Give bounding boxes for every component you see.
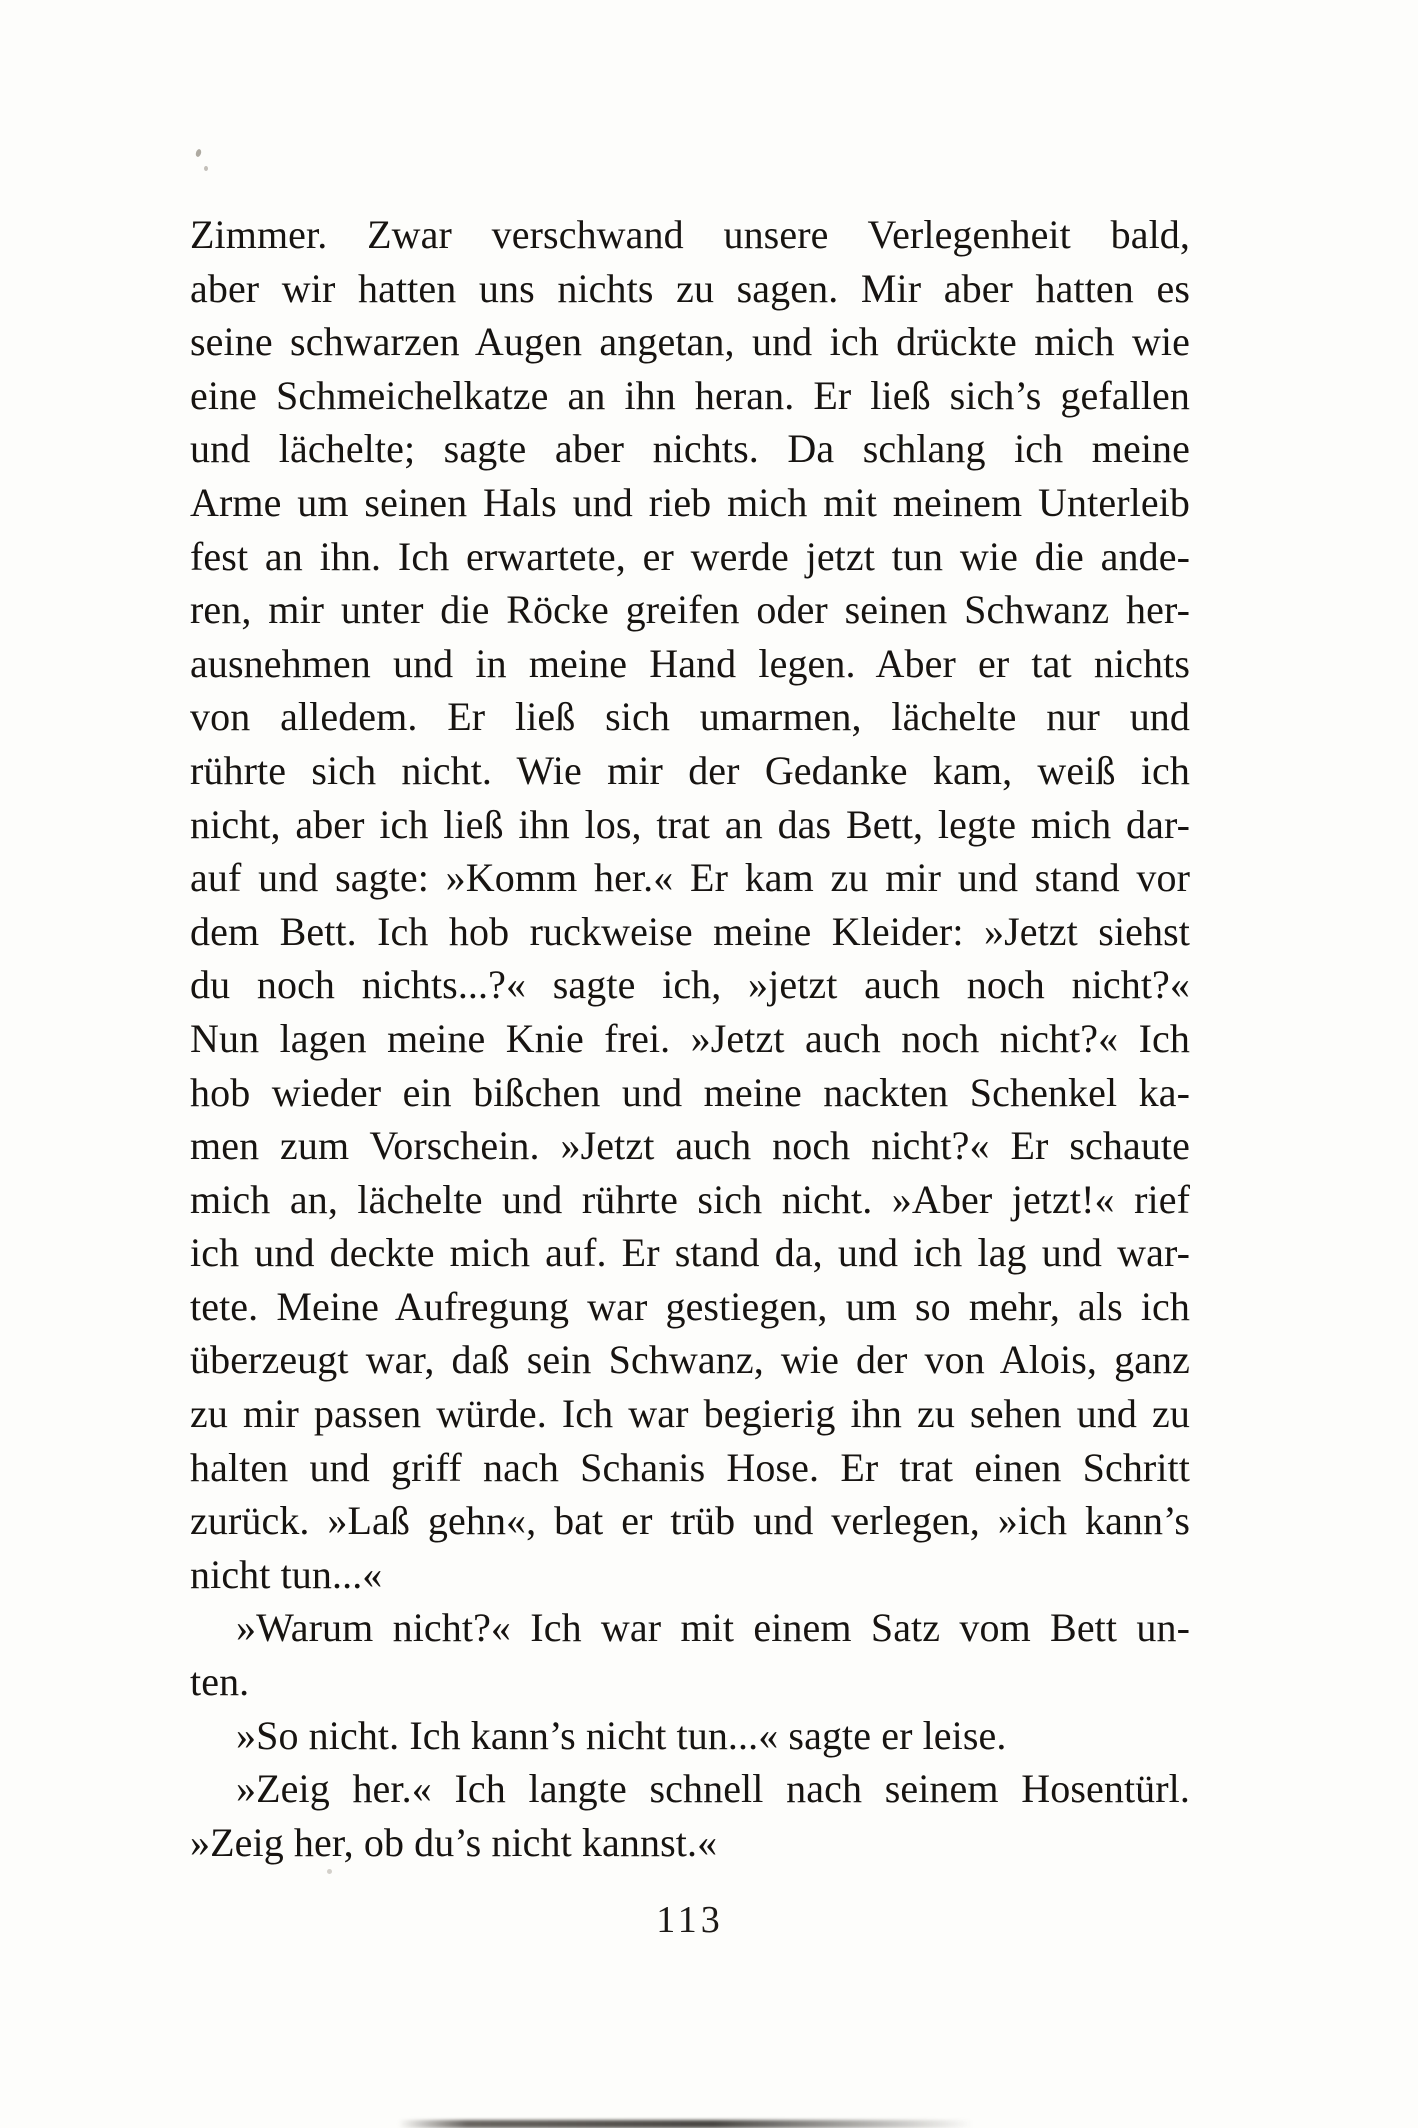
text-line: zurück. »Laß gehn«, bat er trüb und verlegen, »ich kann’s (190, 1498, 1190, 1544)
text-line: fest an ihn. Ich erwartete, er werde jetzt tun wie die ande- (190, 533, 1190, 579)
scan-speckle (195, 148, 202, 157)
text-line: ausnehmen und in meine Hand legen. Aber er tat nichts (190, 640, 1190, 686)
text-line: aber wir hatten uns nichts zu sagen. Mir aber hatten es (190, 265, 1190, 311)
text-line: überzeugt war, daß sein Schwanz, wie der von Alois, ganz (190, 1337, 1190, 1383)
page-text (190, 208, 1190, 1869)
scan-edge-shadow (398, 2120, 973, 2128)
page-number: 113 (656, 1899, 724, 1941)
text-line: Arme um seinen Hals und rieb mich mit meinem Unterleib (190, 479, 1190, 525)
text-line: men zum Vorschein. »Jetzt auch noch nicht?« Er schaute (190, 1123, 1190, 1169)
text-line: nicht, aber ich ließ ihn los, trat an das Bett, legte mich dar- (190, 801, 1190, 847)
text-line: hob wieder ein bißchen und meine nackten Schenkel ka- (190, 1069, 1190, 1115)
text-line: nicht tun...« (190, 1551, 383, 1597)
text-line: du noch nichts...?« sagte ich, »jetzt auch noch nicht?« (190, 962, 1190, 1008)
text-line: zu mir passen würde. Ich war begierig ihn zu sehen und zu (190, 1391, 1190, 1437)
text-line: tete. Meine Aufregung war gestiegen, um so mehr, als ich (190, 1283, 1190, 1329)
text-line: Nun lagen meine Knie frei. »Jetzt auch noch nicht?« Ich (190, 1015, 1190, 1061)
text-line: Zimmer. Zwar verschwand unsere Verlegenheit bald, (190, 212, 1190, 257)
text-line: »So nicht. Ich kann’s nicht tun...« sagte er leise. (236, 1712, 1007, 1758)
text-line: seine schwarzen Augen angetan, und ich drückte mich wie (190, 319, 1190, 365)
scan-speckle (204, 166, 208, 171)
text-line: »Warum nicht?« Ich war mit einem Satz vom Bett un- (236, 1605, 1190, 1651)
text-line: von alledem. Er ließ sich umarmen, lächelte nur und (190, 694, 1190, 740)
text-line: »Zeig her, ob du’s nicht kannst.« (190, 1819, 718, 1865)
text-line: halten und griff nach Schanis Hose. Er trat einen Schritt (190, 1444, 1190, 1490)
text-line: mich an, lächelte und rührte sich nicht. »Aber jetzt!« rief (190, 1176, 1190, 1222)
text-line: und lächelte; sagte aber nichts. Da schlang ich meine (190, 426, 1190, 472)
text-line: ich und deckte mich auf. Er stand da, und ich lag und war- (190, 1230, 1190, 1276)
text-line: rührte sich nicht. Wie mir der Gedanke kam, weiß ich (190, 747, 1190, 793)
scan-speckle (327, 1869, 332, 1874)
text-line: ren, mir unter die Röcke greifen oder seinen Schwanz her- (190, 587, 1190, 633)
text-line: eine Schmeichelkatze an ihn heran. Er ließ sich’s gefallen (190, 372, 1190, 418)
text-line: dem Bett. Ich hob ruckweise meine Kleider: »Jetzt siehst (190, 908, 1190, 954)
text-line: auf und sagte: »Komm her.« Er kam zu mir und stand vor (190, 855, 1190, 901)
text-line: ten. (190, 1659, 250, 1705)
text-line: »Zeig her.« Ich langte schnell nach seinem Hosentürl. (236, 1766, 1190, 1812)
